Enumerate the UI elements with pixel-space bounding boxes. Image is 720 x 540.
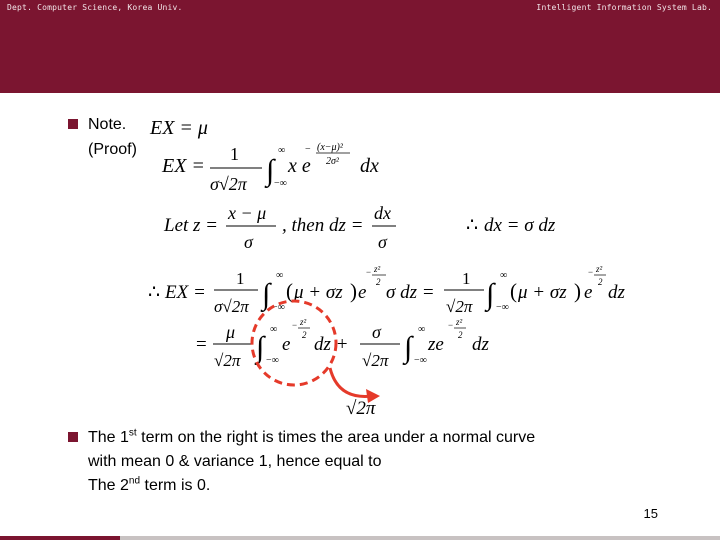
svg-text:−∞: −∞: [274, 178, 287, 189]
body-line-1: [88, 428, 535, 448]
body-line-3: [88, 476, 210, 496]
body-line-3-end: term is 0.: [140, 477, 211, 494]
svg-text:2: 2: [376, 277, 381, 287]
svg-text:2: 2: [458, 330, 463, 340]
ordinal-suffix: st: [128, 427, 137, 439]
svg-text:μ: μ: [226, 322, 236, 342]
body-line-3-start: The 2: [88, 477, 129, 494]
svg-text:σ√2π: σ√2π: [214, 297, 249, 316]
svg-text:−: −: [366, 267, 372, 277]
svg-text:(x−μ)²: (x−μ)²: [317, 142, 343, 153]
body-line-1-end: term on the right is times the area under a normal curve: [136, 429, 536, 446]
svg-text:x − μ: x − μ: [228, 203, 267, 223]
svg-text:e: e: [584, 282, 593, 303]
svg-text:∴: ∴: [466, 215, 479, 236]
svg-text:ze: ze: [428, 334, 444, 355]
svg-text:z²: z²: [374, 264, 381, 274]
svg-text:∞: ∞: [278, 145, 286, 156]
svg-text:∫: ∫: [486, 278, 495, 311]
svg-text:√2π: √2π: [362, 351, 389, 370]
proof-label: (Proof): [88, 141, 137, 158]
svg-text:EX =: EX =: [162, 155, 205, 177]
svg-text:dx: dx: [374, 203, 391, 223]
svg-text:μ + σz: μ + σz: [294, 282, 343, 303]
svg-text:EX = μ: EX = μ: [150, 117, 208, 139]
svg-text:x e: x e: [288, 155, 311, 177]
svg-text:dx = σ dz: dx = σ dz: [484, 215, 556, 236]
svg-text:EX =: EX =: [165, 282, 206, 303]
svg-text:dx: dx: [360, 155, 379, 177]
svg-text:−: −: [305, 144, 311, 155]
svg-text:σ: σ: [244, 232, 253, 252]
svg-text:σ: σ: [372, 322, 381, 342]
svg-text:): ): [574, 279, 581, 303]
svg-text:∞: ∞: [500, 270, 508, 281]
header-lab: Intelligent Information System Lab.: [536, 3, 712, 12]
svg-text:∫: ∫: [256, 331, 265, 364]
body-line-2: with mean 0 & variance 1, hence equal to: [88, 453, 382, 470]
note-label: Note.: [88, 116, 127, 133]
svg-text:2σ²: 2σ²: [326, 156, 339, 167]
svg-text:−∞: −∞: [496, 302, 509, 313]
svg-text:1: 1: [230, 144, 239, 164]
bullet-square-icon: [68, 432, 78, 442]
footer-accent: [0, 536, 120, 540]
svg-text:∞: ∞: [276, 270, 284, 281]
svg-text:dz +: dz +: [314, 334, 349, 355]
svg-text:−∞: −∞: [266, 355, 279, 366]
svg-text:Let z =: Let z =: [164, 215, 218, 236]
svg-text:2: 2: [302, 330, 307, 340]
svg-text:−: −: [292, 320, 298, 330]
svg-text:√2π: √2π: [446, 297, 473, 316]
svg-text:√2π: √2π: [214, 351, 241, 370]
svg-text:z²: z²: [300, 317, 307, 327]
svg-text:z²: z²: [596, 264, 603, 274]
svg-text:1: 1: [236, 269, 245, 288]
body-line-1-start: The 1: [88, 429, 129, 446]
svg-text:e: e: [282, 334, 291, 355]
page-number: 15: [643, 506, 658, 521]
ordinal-suffix: nd: [128, 475, 141, 487]
svg-text:1: 1: [462, 269, 471, 288]
svg-text:(: (: [510, 279, 517, 303]
svg-text:−: −: [448, 320, 454, 330]
svg-text:(: (: [286, 279, 293, 303]
svg-text:dz: dz: [608, 282, 625, 303]
svg-text:=: =: [196, 334, 207, 355]
svg-text:2: 2: [598, 277, 603, 287]
svg-text:∴: ∴: [148, 282, 161, 303]
svg-text:−∞: −∞: [272, 302, 285, 313]
svg-text:e: e: [358, 282, 367, 303]
svg-text:∫: ∫: [404, 331, 413, 364]
svg-text:μ + σz: μ + σz: [518, 282, 567, 303]
svg-text:∞: ∞: [418, 324, 426, 335]
svg-text:∫: ∫: [266, 154, 275, 187]
svg-text:dz: dz: [472, 334, 489, 355]
svg-text:√2π: √2π: [346, 398, 376, 419]
header-affiliation: Dept. Computer Science, Korea Univ.: [7, 3, 183, 12]
svg-text:σ√2π: σ√2π: [210, 174, 247, 194]
svg-text:): ): [350, 279, 357, 303]
svg-text:∞: ∞: [270, 324, 278, 335]
svg-text:∫: ∫: [262, 278, 271, 311]
svg-text:−∞: −∞: [414, 355, 427, 366]
svg-text:−: −: [588, 267, 594, 277]
svg-text:, then dz =: , then dz =: [282, 215, 364, 236]
svg-text:σ: σ: [378, 232, 387, 252]
svg-text:z²: z²: [456, 317, 463, 327]
svg-text:σ dz =: σ dz =: [386, 282, 435, 303]
